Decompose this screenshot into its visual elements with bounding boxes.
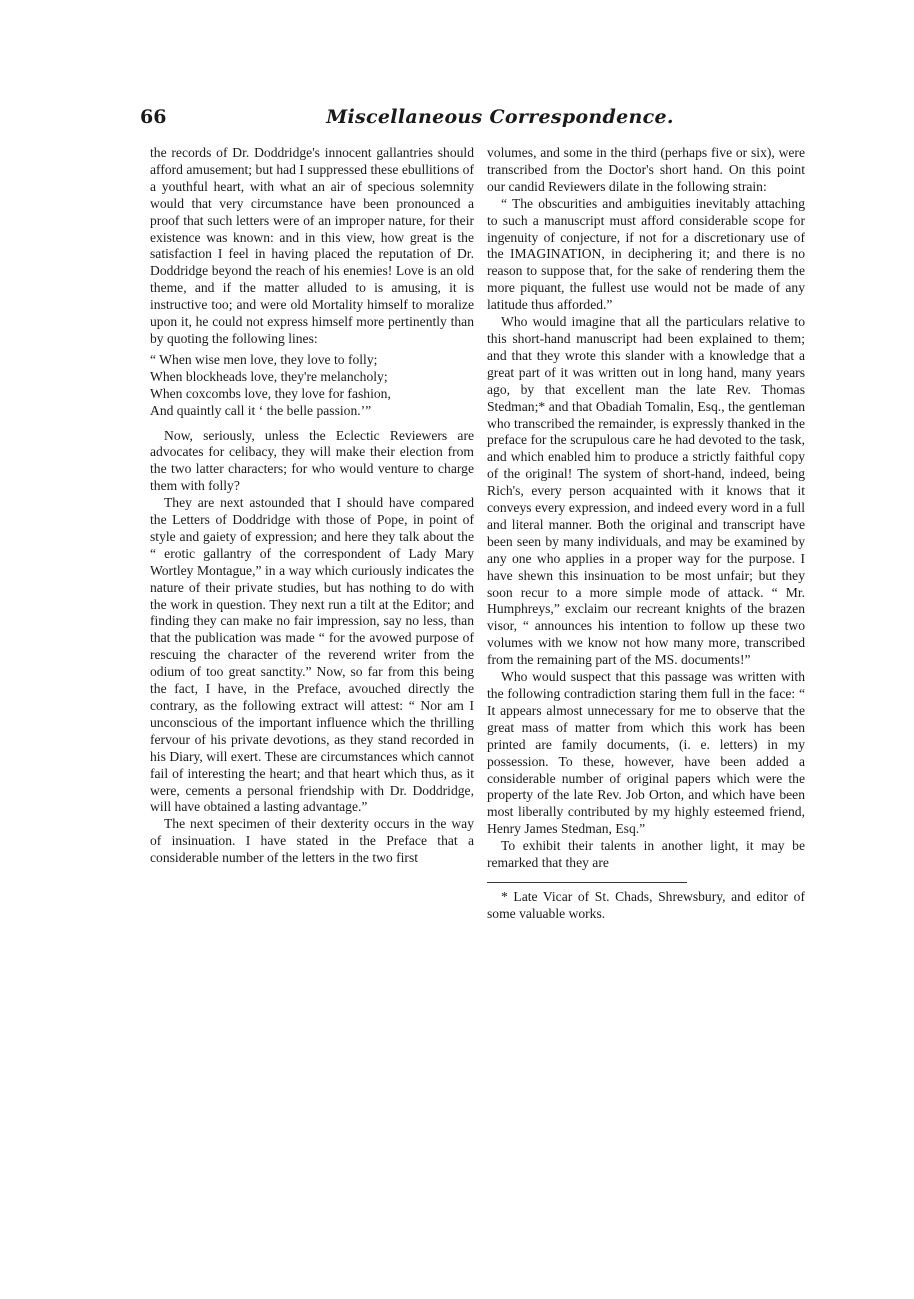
right-paragraph-1: volumes, and some in the third (perhaps five or six), were transcribed from the Doctor's short hand. On this point our candid Reviewers dilate in the following strain: xyxy=(487,145,805,194)
poem xyxy=(150,352,474,420)
right-paragraph-4: Who would suspect that this passage was written with the following contradiction staring them full in the face: “ It appears almost unnecessary for me to observe that the great mass of matter from which this work has been printed are family documents, (i. e. letters) in my possession. To these, however, have been added a considerable number of original papers which were the property of the late Rev. Job Orton, and which have been most liberally contributed by my highly esteemed friend, Henry James Stedman, Esq.” xyxy=(487,669,805,837)
left-column xyxy=(150,145,474,867)
poem-line-2: When blockheads love, they're melancholy; xyxy=(150,368,388,384)
right-paragraph-2: “ The obscurities and ambiguities inevitably attaching to such a manuscript must afford considerable scope for ingenuity of conjecture, if not for a discretionary use of the IMAGINATION, in deciphering it; and there is no reason to suppose that, for the sake of rendering them the more piquant, the fullest use would not be made of any latitude thus afforded.” xyxy=(487,195,805,313)
poem-line-4: And quaintly call it ‘ the belle passion.’” xyxy=(150,402,372,418)
footnote-divider xyxy=(487,882,687,883)
left-paragraph-1: the records of Dr. Doddridge's innocent gallantries should afford amusement; but had I suppressed these ebullitions of a youthful heart, with what an air of specious solemnity would that very circumstance have been pronounced a proof that such letters were of an improper nature, for their existence was known: and in this view, how great is the satisfaction I feel in having placed the reputation of Dr. Doddridge beyond the reach of his enemies! Love is an old theme, and if the matter alluded to is amusing, it is instructive too; and were old Mortality himself to moralize upon it, he could not express himself more pertinently than by quoting the following lines: xyxy=(150,145,474,346)
left-paragraph-4: The next specimen of their dexterity occurs in the way of insinuation. I have stated in the Preface that a considerable number of the letters in the two first xyxy=(150,816,474,866)
right-column xyxy=(487,145,805,923)
footnote: * Late Vicar of St. Chads, Shrewsbury, and editor of some valuable works. xyxy=(487,888,805,921)
left-paragraph-3: They are next astounded that I should have compared the Letters of Doddridge with those of Pope, in point of style and gaiety of expression; and here they talk about the “ erotic gallantry of the correspondent of Lady Mary Wortley Montague,” in a way which curiously indicates the nature of their private studies, but has nothing to do with the work in question. They next run a tilt at the Editor; and finding they can make no fair impression, say no less, than that the publication was made “ for the avowed purpose of rescuing the character of the reverend writer from the odium of too great sanctity.” Now, so far from this being the fact, I have, in the Preface, avouched directly the contrary, as the following extract will attest: “ Nor am I unconscious of the important influence which the thrilling fervour of his private devotions, as they stand recorded in his Diary, will exert. These are circumstances which cannot fail of interesting the heart; and that heart which thus, as it were, cements a personal friendship with Dr. Doddridge, will have obtained a lasting advantage.” xyxy=(150,495,474,815)
right-paragraph-5: To exhibit their talents in another light, it may be remarked that they are xyxy=(487,838,805,871)
right-paragraph-3: Who would imagine that all the particulars relative to this short-hand manuscript had been explained to them; and that they wrote this slander with a knowledge that a great part of it was written out in long hand, many years ago, by that excellent man the late Rev. Thomas Stedman;* and that Obadiah Tomalin, Esq., the gentleman who transcribed the remainder, is expressly thanked in the preface for the scrupulous care he had devoted to the task, and which enabled him to produce a strictly faithful copy of the original! The system of short-hand, indeed, being Rich's, every person acquainted with it knows that it conveys every expression, and indeed every word in a full and literal manner. Both the original and transcript have been seen by many individuals, and may be examined by any one who applies in a proper way for the purpose. I have shewn this insinuation to be most unfair; but they soon recur to a more simple mode of attack. “ Mr. Humphreys,” exclaim our recreant knights of the brazen visor, “ announces his intention to follow up these two volumes with we know not how many more, transcribed from the remaining part of the MS. documents!” xyxy=(487,314,805,668)
poem-line-3: When coxcombs love, they love for fashion, xyxy=(150,385,391,401)
running-title: Miscellaneous Correspondence. xyxy=(326,106,674,128)
left-paragraph-2: Now, seriously, unless the Eclectic Reviewers are advocates for celibacy, they will make their election from the two latter characters; for who would venture to charge them with folly? xyxy=(150,427,474,494)
page-number: 66 xyxy=(140,106,167,128)
poem-line-1: “ When wise men love, they love to folly; xyxy=(150,351,378,367)
